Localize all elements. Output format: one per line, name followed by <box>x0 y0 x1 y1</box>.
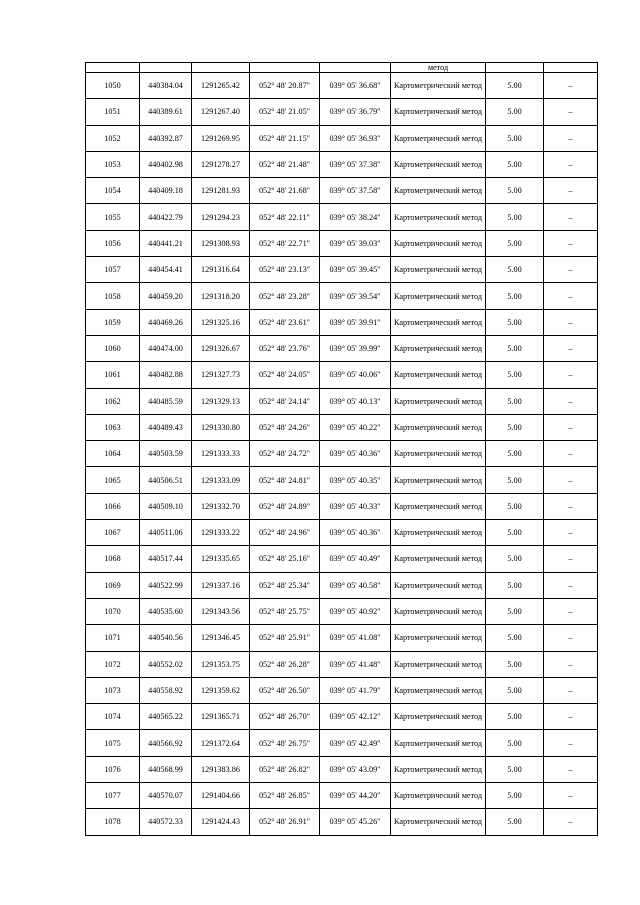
method-cell: Картометрический метод <box>391 335 486 361</box>
accuracy-cell: 5.00 <box>486 651 544 677</box>
latitude-cell: 052° 48' 24.14" <box>250 388 320 414</box>
point-number-cell: 1065 <box>86 467 140 493</box>
x-coordinate-cell: 440469.26 <box>140 309 192 335</box>
table-row <box>86 730 598 756</box>
note-cell: – <box>544 809 598 835</box>
method-cell: Картометрический метод <box>391 283 486 309</box>
y-coordinate-cell: 1291359.62 <box>192 677 250 703</box>
table-row <box>86 493 598 519</box>
note-cell: – <box>544 204 598 230</box>
x-coordinate-cell: 440568.99 <box>140 756 192 782</box>
table-row <box>86 598 598 624</box>
y-coordinate-cell: 1291327.73 <box>192 362 250 388</box>
x-coordinate-cell: 440474.00 <box>140 335 192 361</box>
note-cell: – <box>544 625 598 651</box>
latitude-cell: 052° 48' 23.13" <box>250 257 320 283</box>
x-coordinate-cell: 440409.18 <box>140 178 192 204</box>
longitude-cell: 039° 05' 39.03" <box>320 230 391 256</box>
y-coordinate-cell: 1291337.16 <box>192 572 250 598</box>
latitude-cell: 052° 48' 24.26" <box>250 414 320 440</box>
table-row <box>86 572 598 598</box>
method-cell: Картометрический метод <box>391 598 486 624</box>
latitude-cell: 052° 48' 24.96" <box>250 520 320 546</box>
note-cell: – <box>544 257 598 283</box>
table-row <box>86 204 598 230</box>
accuracy-cell: 5.00 <box>486 388 544 414</box>
table-row <box>86 467 598 493</box>
point-number-cell: 1051 <box>86 99 140 125</box>
x-coordinate-cell: 440517.44 <box>140 546 192 572</box>
latitude-cell: 052° 48' 26.75" <box>250 730 320 756</box>
latitude-cell: 052° 48' 26.50" <box>250 677 320 703</box>
longitude-cell: 039° 05' 39.45" <box>320 257 391 283</box>
method-cell: Картометрический метод <box>391 625 486 651</box>
latitude-cell: 052° 48' 26.82" <box>250 756 320 782</box>
latitude-cell: 052° 48' 23.61" <box>250 309 320 335</box>
point-number-cell: 1060 <box>86 335 140 361</box>
y-coordinate-cell: 1291316.64 <box>192 257 250 283</box>
latitude-cell: 052° 48' 25.75" <box>250 598 320 624</box>
table-row <box>86 783 598 809</box>
note-cell: – <box>544 467 598 493</box>
accuracy-cell: 5.00 <box>486 677 544 703</box>
y-coordinate-cell: 1291383.86 <box>192 756 250 782</box>
method-cell: Картометрический метод <box>391 362 486 388</box>
latitude-cell: 052° 48' 26.28" <box>250 651 320 677</box>
y-coordinate-cell: 1291278.27 <box>192 151 250 177</box>
table-row <box>86 520 598 546</box>
latitude-cell: 052° 48' 20.87" <box>250 73 320 99</box>
x-coordinate-cell <box>140 63 192 73</box>
point-number-cell: 1052 <box>86 125 140 151</box>
table-row <box>86 283 598 309</box>
y-coordinate-cell: 1291335.65 <box>192 546 250 572</box>
accuracy-cell: 5.00 <box>486 441 544 467</box>
accuracy-cell: 5.00 <box>486 730 544 756</box>
y-coordinate-cell <box>192 63 250 73</box>
note-cell: – <box>544 704 598 730</box>
longitude-cell: 039° 05' 41.79" <box>320 677 391 703</box>
method-cell: Картометрический метод <box>391 783 486 809</box>
note-cell: – <box>544 335 598 361</box>
longitude-cell: 039° 05' 36.68" <box>320 73 391 99</box>
y-coordinate-cell: 1291332.70 <box>192 493 250 519</box>
longitude-cell: 039° 05' 41.48" <box>320 651 391 677</box>
note-cell: – <box>544 73 598 99</box>
note-cell: – <box>544 493 598 519</box>
latitude-cell: 052° 48' 25.34" <box>250 572 320 598</box>
method-cell: Картометрический метод <box>391 309 486 335</box>
note-cell: – <box>544 756 598 782</box>
method-cell: Картометрический метод <box>391 230 486 256</box>
y-coordinate-cell: 1291267.40 <box>192 99 250 125</box>
point-number-cell: 1054 <box>86 178 140 204</box>
note-cell: – <box>544 151 598 177</box>
note-cell: – <box>544 441 598 467</box>
x-coordinate-cell: 440441.21 <box>140 230 192 256</box>
x-coordinate-cell: 440511.06 <box>140 520 192 546</box>
y-coordinate-cell: 1291365.71 <box>192 704 250 730</box>
longitude-cell: 039° 05' 38.24" <box>320 204 391 230</box>
accuracy-cell: 5.00 <box>486 178 544 204</box>
x-coordinate-cell: 440489.43 <box>140 414 192 440</box>
y-coordinate-cell: 1291330.80 <box>192 414 250 440</box>
x-coordinate-cell: 440459.20 <box>140 283 192 309</box>
accuracy-cell: 5.00 <box>486 783 544 809</box>
note-cell: – <box>544 283 598 309</box>
accuracy-cell: 5.00 <box>486 204 544 230</box>
latitude-cell: 052° 48' 21.05" <box>250 99 320 125</box>
x-coordinate-cell: 440540.56 <box>140 625 192 651</box>
y-coordinate-cell: 1291343.56 <box>192 598 250 624</box>
accuracy-cell: 5.00 <box>486 546 544 572</box>
note-cell: – <box>544 230 598 256</box>
point-number-cell: 1055 <box>86 204 140 230</box>
x-coordinate-cell: 440384.04 <box>140 73 192 99</box>
note-cell: – <box>544 783 598 809</box>
y-coordinate-cell: 1291333.33 <box>192 441 250 467</box>
longitude-cell: 039° 05' 39.54" <box>320 283 391 309</box>
y-coordinate-cell: 1291353.75 <box>192 651 250 677</box>
x-coordinate-cell: 440558.92 <box>140 677 192 703</box>
note-cell: – <box>544 598 598 624</box>
longitude-cell: 039° 05' 45.26" <box>320 809 391 835</box>
method-cell: Картометрический метод <box>391 756 486 782</box>
accuracy-cell: 5.00 <box>486 756 544 782</box>
point-number-cell: 1050 <box>86 73 140 99</box>
table-row <box>86 362 598 388</box>
accuracy-cell: 5.00 <box>486 520 544 546</box>
coordinates-table <box>85 62 598 836</box>
point-number-cell: 1061 <box>86 362 140 388</box>
y-coordinate-cell: 1291372.64 <box>192 730 250 756</box>
note-cell: – <box>544 520 598 546</box>
accuracy-cell: 5.00 <box>486 73 544 99</box>
latitude-cell: 052° 48' 21.68" <box>250 178 320 204</box>
point-number-cell: 1067 <box>86 520 140 546</box>
table-row <box>86 73 598 99</box>
longitude-cell: 039° 05' 40.36" <box>320 520 391 546</box>
accuracy-cell: 5.00 <box>486 335 544 361</box>
longitude-cell: 039° 05' 40.22" <box>320 414 391 440</box>
y-coordinate-cell: 1291269.95 <box>192 125 250 151</box>
longitude-cell: 039° 05' 40.58" <box>320 572 391 598</box>
method-cell: Картометрический метод <box>391 467 486 493</box>
note-cell: – <box>544 178 598 204</box>
table-body <box>86 63 598 836</box>
y-coordinate-cell: 1291404.66 <box>192 783 250 809</box>
latitude-cell: 052° 48' 24.81" <box>250 467 320 493</box>
point-number-cell: 1062 <box>86 388 140 414</box>
method-cell: Картометрический метод <box>391 730 486 756</box>
method-cell: Картометрический метод <box>391 493 486 519</box>
longitude-cell: 039° 05' 40.36" <box>320 441 391 467</box>
y-coordinate-cell: 1291329.13 <box>192 388 250 414</box>
accuracy-cell: 5.00 <box>486 257 544 283</box>
point-number-cell: 1069 <box>86 572 140 598</box>
point-number-cell: 1070 <box>86 598 140 624</box>
method-cell: Картометрический метод <box>391 704 486 730</box>
latitude-cell: 052° 48' 23.76" <box>250 335 320 361</box>
method-cell: Картометрический метод <box>391 414 486 440</box>
point-number-cell: 1064 <box>86 441 140 467</box>
longitude-cell: 039° 05' 40.35" <box>320 467 391 493</box>
y-coordinate-cell: 1291265.42 <box>192 73 250 99</box>
table-row <box>86 651 598 677</box>
latitude-cell: 052° 48' 24.05" <box>250 362 320 388</box>
x-coordinate-cell: 440392.87 <box>140 125 192 151</box>
method-cell: Картометрический метод <box>391 257 486 283</box>
latitude-cell: 052° 48' 24.72" <box>250 441 320 467</box>
point-number-cell: 1066 <box>86 493 140 519</box>
method-cell: Картометрический метод <box>391 151 486 177</box>
x-coordinate-cell: 440566.92 <box>140 730 192 756</box>
accuracy-cell: 5.00 <box>486 414 544 440</box>
accuracy-cell: 5.00 <box>486 572 544 598</box>
x-coordinate-cell: 440535.60 <box>140 598 192 624</box>
longitude-cell: 039° 05' 39.91" <box>320 309 391 335</box>
point-number-cell: 1059 <box>86 309 140 335</box>
y-coordinate-cell: 1291333.22 <box>192 520 250 546</box>
method-cell: Картометрический метод <box>391 388 486 414</box>
note-cell: – <box>544 546 598 572</box>
y-coordinate-cell: 1291424.43 <box>192 809 250 835</box>
method-cell: Картометрический метод <box>391 99 486 125</box>
note-cell: – <box>544 99 598 125</box>
table-row <box>86 677 598 703</box>
latitude-cell: 052° 48' 25.91" <box>250 625 320 651</box>
method-cell: Картометрический метод <box>391 677 486 703</box>
latitude-cell: 052° 48' 21.48" <box>250 151 320 177</box>
accuracy-cell: 5.00 <box>486 467 544 493</box>
method-cell: Картометрический метод <box>391 572 486 598</box>
accuracy-cell: 5.00 <box>486 704 544 730</box>
note-cell: – <box>544 309 598 335</box>
table-row <box>86 546 598 572</box>
method-cell: Картометрический метод <box>391 178 486 204</box>
accuracy-cell: 5.00 <box>486 151 544 177</box>
x-coordinate-cell: 440454.41 <box>140 257 192 283</box>
longitude-cell: 039° 05' 44.20" <box>320 783 391 809</box>
x-coordinate-cell: 440402.98 <box>140 151 192 177</box>
longitude-cell <box>320 63 391 73</box>
point-number-cell: 1071 <box>86 625 140 651</box>
latitude-cell: 052° 48' 26.85" <box>250 783 320 809</box>
point-number-cell: 1053 <box>86 151 140 177</box>
note-cell: – <box>544 730 598 756</box>
y-coordinate-cell: 1291308.93 <box>192 230 250 256</box>
x-coordinate-cell: 440570.07 <box>140 783 192 809</box>
longitude-cell: 039° 05' 42.12" <box>320 704 391 730</box>
longitude-cell: 039° 05' 42.49" <box>320 730 391 756</box>
table-row <box>86 309 598 335</box>
x-coordinate-cell: 440522.99 <box>140 572 192 598</box>
note-cell <box>544 63 598 73</box>
longitude-cell: 039° 05' 40.92" <box>320 598 391 624</box>
longitude-cell: 039° 05' 36.93" <box>320 125 391 151</box>
x-coordinate-cell: 440509.10 <box>140 493 192 519</box>
method-cell: Картометрический метод <box>391 204 486 230</box>
point-number-cell: 1073 <box>86 677 140 703</box>
note-cell: – <box>544 677 598 703</box>
latitude-cell: 052° 48' 26.70" <box>250 704 320 730</box>
table-row <box>86 151 598 177</box>
point-number-cell: 1072 <box>86 651 140 677</box>
y-coordinate-cell: 1291346.45 <box>192 625 250 651</box>
table-row <box>86 335 598 361</box>
x-coordinate-cell: 440485.59 <box>140 388 192 414</box>
latitude-cell: 052° 48' 23.28" <box>250 283 320 309</box>
accuracy-cell: 5.00 <box>486 625 544 651</box>
longitude-cell: 039° 05' 36.79" <box>320 99 391 125</box>
table-row <box>86 230 598 256</box>
longitude-cell: 039° 05' 40.49" <box>320 546 391 572</box>
note-cell: – <box>544 125 598 151</box>
x-coordinate-cell: 440552.02 <box>140 651 192 677</box>
table-row <box>86 257 598 283</box>
latitude-cell: 052° 48' 25.16" <box>250 546 320 572</box>
note-cell: – <box>544 651 598 677</box>
point-number-cell: 1076 <box>86 756 140 782</box>
latitude-cell: 052° 48' 26.91" <box>250 809 320 835</box>
latitude-cell: 052° 48' 24.89" <box>250 493 320 519</box>
method-cell: Картометрический метод <box>391 125 486 151</box>
x-coordinate-cell: 440503.59 <box>140 441 192 467</box>
longitude-cell: 039° 05' 37.58" <box>320 178 391 204</box>
longitude-cell: 039° 05' 43.09" <box>320 756 391 782</box>
accuracy-cell: 5.00 <box>486 125 544 151</box>
latitude-cell: 052° 48' 22.11" <box>250 204 320 230</box>
accuracy-cell: 5.00 <box>486 99 544 125</box>
table-row <box>86 178 598 204</box>
accuracy-cell: 5.00 <box>486 362 544 388</box>
x-coordinate-cell: 440572.33 <box>140 809 192 835</box>
point-number-cell: 1068 <box>86 546 140 572</box>
table-row <box>86 625 598 651</box>
method-cell: Картометрический метод <box>391 546 486 572</box>
accuracy-cell: 5.00 <box>486 493 544 519</box>
accuracy-cell: 5.00 <box>486 598 544 624</box>
note-cell: – <box>544 388 598 414</box>
point-number-cell: 1078 <box>86 809 140 835</box>
x-coordinate-cell: 440565.22 <box>140 704 192 730</box>
latitude-cell: 052° 48' 22.71" <box>250 230 320 256</box>
point-number-cell <box>86 63 140 73</box>
accuracy-cell: 5.00 <box>486 283 544 309</box>
longitude-cell: 039° 05' 37.38" <box>320 151 391 177</box>
accuracy-cell: 5.00 <box>486 809 544 835</box>
y-coordinate-cell: 1291318.20 <box>192 283 250 309</box>
point-number-cell: 1063 <box>86 414 140 440</box>
longitude-cell: 039° 05' 40.13" <box>320 388 391 414</box>
method-cell: Картометрический метод <box>391 520 486 546</box>
y-coordinate-cell: 1291325.16 <box>192 309 250 335</box>
point-number-cell: 1077 <box>86 783 140 809</box>
accuracy-cell: 5.00 <box>486 309 544 335</box>
point-number-cell: 1075 <box>86 730 140 756</box>
table-row <box>86 414 598 440</box>
table-row <box>86 756 598 782</box>
accuracy-cell: 5.00 <box>486 230 544 256</box>
longitude-cell: 039° 05' 40.33" <box>320 493 391 519</box>
method-cell: Картометрический метод <box>391 809 486 835</box>
longitude-cell: 039° 05' 39.99" <box>320 335 391 361</box>
accuracy-cell <box>486 63 544 73</box>
method-cell: Картометрический метод <box>391 73 486 99</box>
point-number-cell: 1056 <box>86 230 140 256</box>
longitude-cell: 039° 05' 40.06" <box>320 362 391 388</box>
point-number-cell: 1058 <box>86 283 140 309</box>
y-coordinate-cell: 1291326.67 <box>192 335 250 361</box>
table-row <box>86 99 598 125</box>
table-row <box>86 388 598 414</box>
x-coordinate-cell: 440506.51 <box>140 467 192 493</box>
point-number-cell: 1057 <box>86 257 140 283</box>
table-row <box>86 125 598 151</box>
latitude-cell: 052° 48' 21.15" <box>250 125 320 151</box>
note-cell: – <box>544 362 598 388</box>
y-coordinate-cell: 1291281.93 <box>192 178 250 204</box>
note-cell: – <box>544 572 598 598</box>
note-cell: – <box>544 414 598 440</box>
table-row <box>86 441 598 467</box>
y-coordinate-cell: 1291333.09 <box>192 467 250 493</box>
method-cell: метод <box>391 63 486 73</box>
method-cell: Картометрический метод <box>391 441 486 467</box>
x-coordinate-cell: 440389.61 <box>140 99 192 125</box>
table-row <box>86 809 598 835</box>
method-cell: Картометрический метод <box>391 651 486 677</box>
x-coordinate-cell: 440422.79 <box>140 204 192 230</box>
latitude-cell <box>250 63 320 73</box>
table-row <box>86 704 598 730</box>
x-coordinate-cell: 440482.88 <box>140 362 192 388</box>
table-continuation-row <box>86 63 598 73</box>
y-coordinate-cell: 1291294.23 <box>192 204 250 230</box>
longitude-cell: 039° 05' 41.08" <box>320 625 391 651</box>
point-number-cell: 1074 <box>86 704 140 730</box>
